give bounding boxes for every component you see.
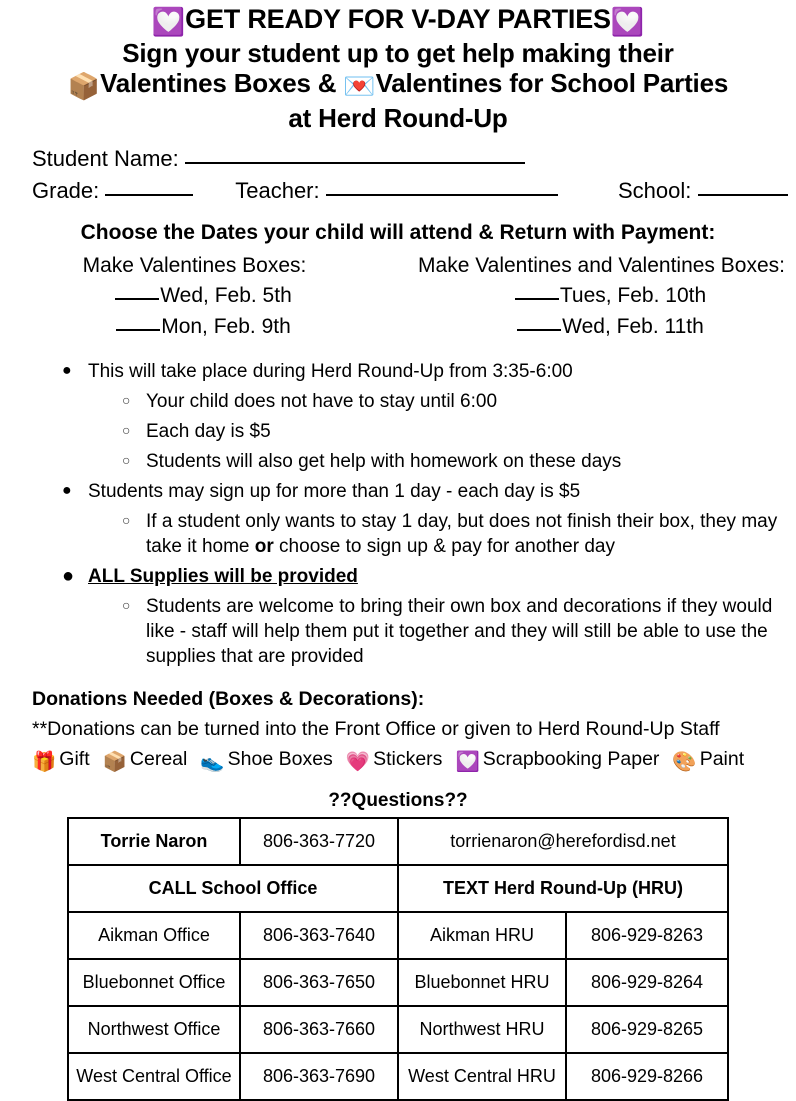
- student-name-label: Student Name:: [32, 145, 179, 171]
- heart-decoration-icon: 💟: [455, 749, 480, 773]
- donation-item-scrapbooking-paper: [455, 747, 660, 773]
- hru-name-cell: West Central HRU: [398, 1053, 566, 1100]
- dates-left-heading: Make Valentines Boxes:: [82, 253, 307, 277]
- date-checkbox-blank[interactable]: [515, 298, 559, 300]
- call-school-office-header: CALL School Office: [68, 865, 398, 912]
- bullet-text: Students will also get help with homework on these days: [146, 450, 622, 472]
- office-name-cell: Northwest Office: [68, 1006, 240, 1053]
- donation-item-stickers: [345, 747, 443, 773]
- contact-phone-cell: 806-363-7720: [240, 818, 398, 865]
- teacher-label: Teacher:: [235, 177, 320, 203]
- hru-phone-cell: 806-929-8264: [566, 959, 728, 1006]
- bullet-text-rich: If a student only wants to stay 1 day, but does not finish their box, they may take it home or choose to sign up & pay for another day: [146, 510, 778, 557]
- love-letter-icon: 💌: [343, 72, 376, 103]
- donation-item-label: Stickers: [373, 747, 443, 770]
- bullet-item: [0, 419, 796, 444]
- table-row-section-headers: [68, 865, 728, 912]
- dates-section-title: Choose the Dates your child will attend & Return with Payment:: [80, 220, 716, 244]
- date-checkbox-blank[interactable]: [115, 298, 159, 300]
- hru-phone-cell: 806-929-8266: [566, 1053, 728, 1100]
- date-option-wed-feb-5[interactable]: [0, 281, 389, 312]
- office-name-cell: West Central Office: [68, 1053, 240, 1100]
- date-option-label: Tues, Feb. 10th: [559, 284, 707, 308]
- bullet-marker: ○: [122, 391, 131, 408]
- hru-name-cell: Bluebonnet HRU: [398, 959, 566, 1006]
- flyer-header: [0, 0, 796, 133]
- date-option-wed-feb-11[interactable]: [407, 312, 796, 343]
- date-checkbox-blank[interactable]: [116, 329, 160, 331]
- contact-name-cell: Torrie Naron: [68, 818, 240, 865]
- date-option-label: Wed, Feb. 5th: [160, 284, 292, 308]
- table-row: [68, 1053, 728, 1100]
- table-row-primary-contact: [68, 818, 728, 865]
- header-title-text: GET READY FOR V-DAY PARTIES: [185, 4, 611, 34]
- bullet-item: [0, 359, 796, 384]
- grade-teacher-school-row: [32, 175, 778, 207]
- dates-grid: [0, 251, 796, 343]
- donation-item-paint: [672, 747, 745, 773]
- donation-item-label: Gift: [59, 747, 90, 770]
- bullet-item: [0, 594, 796, 669]
- student-form-block: [0, 133, 796, 207]
- school-input[interactable]: [698, 194, 788, 196]
- bullet-marker: ○: [122, 451, 131, 468]
- bullet-text: Students are welcome to bring their own box and decorations if they would like - staff will help them put it together and they will still be able to use the supplies that are provided: [146, 596, 773, 668]
- grade-input[interactable]: [105, 194, 193, 196]
- dates-column-valentines-and-boxes: [407, 251, 796, 343]
- bullet-text: Each day is $5: [146, 420, 271, 442]
- donations-section: [0, 685, 796, 776]
- school-label: School:: [618, 177, 692, 203]
- header-line-3-part2: Valentines for School Parties: [375, 68, 729, 99]
- questions-title: ??Questions??: [328, 790, 468, 812]
- header-line-1: [8, 4, 788, 38]
- bullet-text: ALL Supplies will be provided: [88, 566, 358, 588]
- grade-label: Grade:: [32, 177, 100, 203]
- bullet-marker: ●: [62, 361, 72, 379]
- donation-item-label: Paint: [699, 747, 745, 770]
- package-icon: 📦: [102, 749, 127, 773]
- date-checkbox-blank[interactable]: [517, 329, 561, 331]
- donation-item-label: Shoe Boxes: [227, 747, 333, 770]
- header-line-4: at Herd Round-Up: [288, 102, 508, 133]
- hru-name-cell: Northwest HRU: [398, 1006, 566, 1053]
- contact-email-cell[interactable]: torrienaron@herefordisd.net: [398, 818, 728, 865]
- donation-item-label: Scrapbooking Paper: [482, 747, 660, 770]
- date-option-tues-feb-10[interactable]: [407, 281, 796, 312]
- table-row: [68, 959, 728, 1006]
- office-phone-cell: 806-363-7690: [240, 1053, 398, 1100]
- gift-icon: 🎁: [32, 749, 57, 773]
- dates-right-heading: Make Valentines and Valentines Boxes:: [418, 253, 785, 277]
- bullet-item: [0, 389, 796, 414]
- bullet-item: [0, 479, 796, 504]
- student-name-row: [32, 143, 778, 175]
- bullet-marker: ○: [122, 511, 131, 528]
- donations-title: Donations Needed (Boxes & Decorations):: [32, 688, 425, 711]
- bullet-marker: ●: [62, 481, 72, 499]
- contact-table: [67, 817, 729, 1101]
- student-name-input[interactable]: [185, 162, 525, 164]
- bullet-marker: ○: [122, 421, 131, 438]
- bullet-marker: ○: [122, 597, 131, 614]
- package-icon: 📦: [67, 72, 101, 103]
- donation-item-cereal: [102, 747, 188, 773]
- bullet-item-supplies: [0, 564, 796, 589]
- palette-icon: 🎨: [672, 749, 697, 773]
- donations-items-row: [32, 745, 782, 776]
- donation-item-label: Cereal: [129, 747, 188, 770]
- donations-note: **Donations can be turned into the Front Office or given to Herd Round-Up Staff: [32, 717, 720, 740]
- header-line-3-part1: Valentines Boxes &: [100, 68, 337, 99]
- date-option-mon-feb-9[interactable]: [0, 312, 389, 343]
- office-name-cell: Aikman Office: [68, 912, 240, 959]
- hru-phone-cell: 806-929-8265: [566, 1006, 728, 1053]
- bullet-text: This will take place during Herd Round-Up from 3:35-6:00: [88, 360, 573, 382]
- office-phone-cell: 806-363-7660: [240, 1006, 398, 1053]
- header-line-2: Sign your student up to get help making their: [122, 38, 674, 69]
- office-phone-cell: 806-363-7650: [240, 959, 398, 1006]
- hru-phone-cell: 806-929-8263: [566, 912, 728, 959]
- donation-item-shoe-boxes: [200, 747, 333, 773]
- bullet-item: [0, 509, 796, 559]
- shoe-icon: 👟: [200, 749, 225, 773]
- bullet-marker: ●: [62, 565, 75, 588]
- heart-icon: 💗: [345, 749, 371, 773]
- date-option-label: Wed, Feb. 11th: [562, 314, 704, 338]
- heart-decoration-icon-right: 💟: [610, 7, 645, 38]
- donation-item-gift: [32, 747, 90, 773]
- text-hru-header: TEXT Herd Round-Up (HRU): [398, 865, 728, 912]
- bullet-text: Students may sign up for more than 1 day - each day is $5: [88, 480, 581, 502]
- office-phone-cell: 806-363-7640: [240, 912, 398, 959]
- hru-name-cell: Aikman HRU: [398, 912, 566, 959]
- office-name-cell: Bluebonnet Office: [68, 959, 240, 1006]
- details-bullet-list: [0, 359, 796, 670]
- header-line-3: [8, 68, 788, 102]
- table-row: [68, 1006, 728, 1053]
- dates-column-boxes: [0, 251, 407, 343]
- heart-decoration-icon: 💟: [151, 7, 186, 38]
- table-row: [68, 912, 728, 959]
- date-option-label: Mon, Feb. 9th: [161, 314, 291, 338]
- bullet-item: [0, 449, 796, 474]
- teacher-input[interactable]: [326, 194, 558, 196]
- bullet-text: Your child does not have to stay until 6:00: [146, 390, 498, 412]
